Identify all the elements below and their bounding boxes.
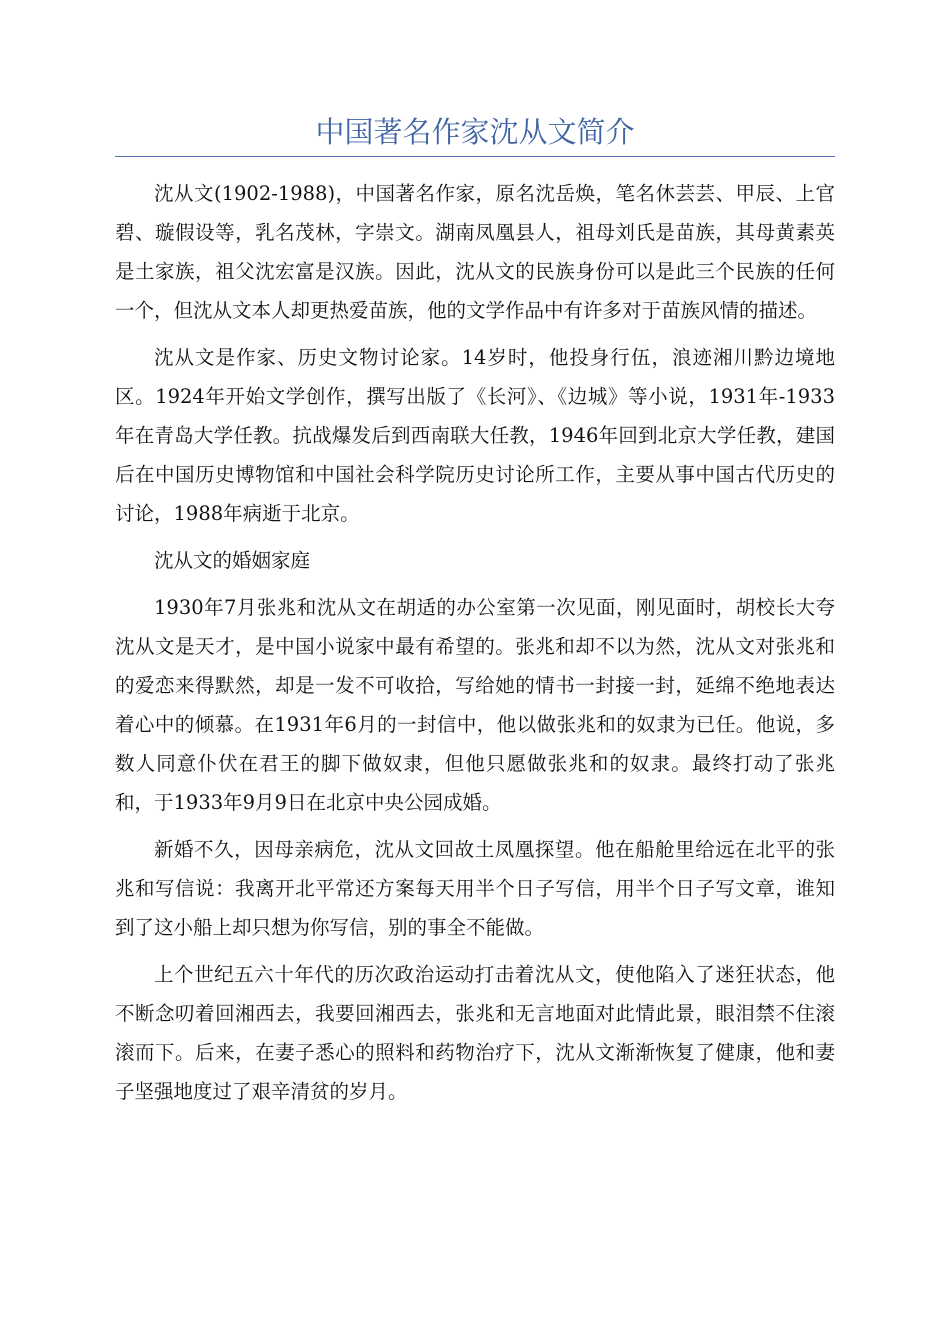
paragraph-later-years: 上个世纪五六十年代的历次政治运动打击着沈从文，使他陷入了迷狂状态，他不断念叨着回湘西去，我要回湘西去，张兆和无言地面对此情此景，眼泪禁不住滚滚而下。后来，在妻子悉心的照料和药物治疗下，沈从文渐渐恢复了健康，他和妻子坚强地度过了艰辛清贫的岁月。: [115, 963, 835, 1103]
page-title: 中国著名作家沈从文简介: [315, 115, 635, 149]
paragraph-career: 沈从文是作家、历史文物讨论家。14岁时，他投身行伍，浪迹湘川黔边境地区。1924年开始文学创作，撰写出版了《长河》、《边城》等小说，1931年-1933年在青岛大学任教。抗战爆发后到西南联大任教，1946年回到北京大学任教，建国后在中国历史博物馆和中国社会科学院历史讨论所工作，主要从事中国古代历史的讨论，1988年病逝于北京。: [115, 346, 835, 525]
paragraph-courtship: 1930年7月张兆和沈从文在胡适的办公室第一次见面，刚见面时，胡校长大夸沈从文是天才，是中国小说家中最有希望的。张兆和却不以为然，沈从文对张兆和的爱恋来得默然，却是一发不可收拾，写给她的情书一封接一封，延绵不绝地表达着心中的倾慕。在1931年6月的一封信中，他以做张兆和的奴隶为已任。他说，多数人同意仆伏在君王的脚下做奴隶，但他只愿做张兆和的奴隶。最终打动了张兆和，于1933年9月9日在北京中央公园成婚。: [115, 596, 835, 814]
section-heading-marriage: 沈从文的婚姻家庭: [154, 549, 311, 572]
document-body: [115, 174, 835, 1119]
paragraph-intro: 沈从文(1902-1988)，中国著名作家，原名沈岳焕，笔名休芸芸、甲辰、上官碧、璇假设等，乳名茂林，字崇文。湖南凤凰县人，祖母刘氏是苗族，其母黄素英是土家族，祖父沈宏富是汉族。因此，沈从文的民族身份可以是此三个民族的任何一个，但沈从文本人却更热爱苗族，他的文学作品中有许多对于苗族风情的描述。: [115, 182, 835, 322]
paragraph-letters: 新婚不久，因母亲病危，沈从文回故土凤凰探望。他在船舱里给远在北平的张兆和写信说：我离开北平常还方案每天用半个日子写信，用半个日子写文章，谁知到了这小船上却只想为你写信，别的事全不能做。: [115, 838, 835, 939]
title-block: [115, 112, 835, 157]
